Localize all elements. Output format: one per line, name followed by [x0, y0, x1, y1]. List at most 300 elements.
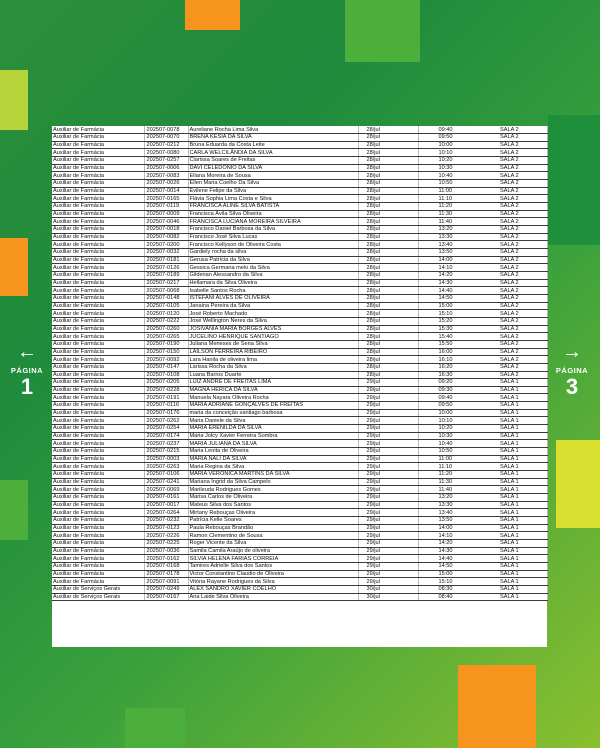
nome-cell: MARIA ADRIANE GONÇALVES DE FREITAS: [188, 402, 358, 410]
data-cell: 28/jul: [358, 287, 418, 295]
inscricao-cell: 202507-0232: [144, 516, 188, 524]
prev-page-button[interactable]: [7, 342, 47, 399]
inscricao-cell: 202507-0178: [144, 570, 188, 578]
decor-square: [0, 238, 28, 296]
inscricao-cell: 202507-0014: [144, 187, 188, 195]
horario-cell: 13:40: [418, 509, 478, 517]
sala-cell: SALA 2: [478, 264, 547, 272]
cargo-cell: Auxiliar de Farmácia: [52, 432, 144, 440]
nome-cell: Hellamara da Silva Oliveira: [188, 279, 358, 287]
sala-cell: SALA 2: [478, 333, 547, 341]
next-page-button[interactable]: [552, 342, 592, 399]
horario-cell: 14:40: [418, 287, 478, 295]
cargo-cell: Auxiliar de Farmácia: [52, 524, 144, 532]
data-cell: 29/jul: [358, 486, 418, 494]
nome-cell: Juliana Meneses de Sena Silva: [188, 340, 358, 348]
cargo-cell: Auxiliar de Farmácia: [52, 494, 144, 502]
decor-square: [345, 0, 420, 62]
nome-cell: Manuela Nayara Oliveira Rocha: [188, 394, 358, 402]
horario-cell: 16:00: [418, 348, 478, 356]
data-cell: 28/jul: [358, 233, 418, 241]
nome-cell: MARIA VERÔNICA MARTINS DA SILVA: [188, 471, 358, 479]
nome-cell: Flávia Sophia Lima Costa e Silva: [188, 195, 358, 203]
data-cell: 28/jul: [358, 157, 418, 165]
cargo-cell: Auxiliar de Farmácia: [52, 233, 144, 241]
cargo-cell: Auxiliar de Farmácia: [52, 578, 144, 586]
horario-cell: 10:10: [418, 417, 478, 425]
sala-cell: SALA 1: [478, 425, 547, 433]
table-row: [52, 264, 547, 272]
nome-cell: ALEX SANDRO XAVIER COELHO: [188, 585, 358, 593]
horario-cell: 11:20: [418, 471, 478, 479]
data-cell: 28/jul: [358, 141, 418, 149]
cargo-cell: Auxiliar de Farmácia: [52, 325, 144, 333]
sala-cell: SALA 1: [478, 593, 547, 601]
data-cell: 28/jul: [358, 164, 418, 172]
nome-cell: Ramon Clementino de Sousa: [188, 532, 358, 540]
sala-cell: SALA 1: [478, 402, 547, 410]
inscricao-cell: 202507-0046: [144, 218, 188, 226]
data-cell: 28/jul: [358, 371, 418, 379]
data-cell: 28/jul: [358, 310, 418, 318]
inscricao-cell: 202507-0254: [144, 425, 188, 433]
cargo-cell: Auxiliar de Farmácia: [52, 486, 144, 494]
cargo-cell: Auxiliar de Farmácia: [52, 402, 144, 410]
data-cell: 28/jul: [358, 210, 418, 218]
nome-cell: Clarissa Soares de Freitas: [188, 157, 358, 165]
table-row: [52, 509, 547, 517]
table-row: [52, 486, 547, 494]
sala-cell: SALA 1: [478, 509, 547, 517]
sala-cell: SALA 2: [478, 141, 547, 149]
table-row: [52, 501, 547, 509]
nome-cell: Vitória Rayane Rodrigues da Silva: [188, 578, 358, 586]
sala-cell: SALA 2: [478, 310, 547, 318]
horario-cell: 15:50: [418, 340, 478, 348]
table-row: [52, 294, 547, 302]
cargo-cell: Auxiliar de Farmácia: [52, 203, 144, 211]
data-cell: 28/jul: [358, 294, 418, 302]
data-cell: 28/jul: [358, 203, 418, 211]
cargo-cell: Auxiliar de Farmácia: [52, 371, 144, 379]
nome-cell: Luana Barros Duarte: [188, 371, 358, 379]
table-row: [52, 226, 547, 234]
data-cell: 29/jul: [358, 478, 418, 486]
cargo-cell: Auxiliar de Farmácia: [52, 478, 144, 486]
sala-cell: SALA 1: [478, 417, 547, 425]
table-row: [52, 317, 547, 325]
nome-cell: Aureliane Rocha Lima Silva: [188, 126, 358, 134]
data-cell: 29/jul: [358, 425, 418, 433]
sala-cell: SALA 2: [478, 180, 547, 188]
nome-cell: CARLA WELCILÂNDIA DA SILVA: [188, 149, 358, 157]
data-cell: 29/jul: [358, 509, 418, 517]
nome-cell: FRANCISCA ALINE SILVA BATISTA: [188, 203, 358, 211]
sala-cell: SALA 1: [478, 448, 547, 456]
horario-cell: 16:20: [418, 363, 478, 371]
nome-cell: Marisa Carlos de Oliveira: [188, 494, 358, 502]
nome-cell: Marileuda Rodrigues Gomes: [188, 486, 358, 494]
nome-cell: LAILSON FERREIRA RIBEIRO: [188, 348, 358, 356]
data-cell: 28/jul: [358, 356, 418, 364]
table-row: [52, 180, 547, 188]
sala-cell: SALA 2: [478, 356, 547, 364]
sala-cell: SALA 2: [478, 164, 547, 172]
cargo-cell: Auxiliar de Farmácia: [52, 149, 144, 157]
data-cell: 28/jul: [358, 256, 418, 264]
data-cell: 29/jul: [358, 379, 418, 387]
table-row: [52, 417, 547, 425]
nome-cell: MAGNA HERICA DA SILVA: [188, 386, 358, 394]
data-cell: 29/jul: [358, 516, 418, 524]
cargo-cell: Auxiliar de Farmácia: [52, 271, 144, 279]
horario-cell: 15:30: [418, 325, 478, 333]
cargo-cell: Auxiliar de Farmácia: [52, 302, 144, 310]
inscricao-cell: 202507-0189: [144, 271, 188, 279]
sala-cell: SALA 1: [478, 562, 547, 570]
inscricao-cell: 202507-0091: [144, 578, 188, 586]
table-row: [52, 409, 547, 417]
cargo-cell: Auxiliar de Farmácia: [52, 287, 144, 295]
decor-square: [185, 0, 240, 30]
cargo-cell: Auxiliar de Farmácia: [52, 157, 144, 165]
horario-cell: 09:30: [418, 386, 478, 394]
inscricao-cell: 202507-0070: [144, 134, 188, 142]
inscricao-cell: 202507-0205: [144, 379, 188, 387]
data-cell: 29/jul: [358, 417, 418, 425]
cargo-cell: Auxiliar de Serviços Gerais: [52, 585, 144, 593]
inscricao-cell: 202507-0190: [144, 340, 188, 348]
inscricao-cell: 202507-0265: [144, 333, 188, 341]
schedule-table: [52, 126, 548, 601]
inscricao-cell: 202507-0003: [144, 455, 188, 463]
table-row: [52, 516, 547, 524]
inscricao-cell: 202507-0168: [144, 562, 188, 570]
sala-cell: SALA 2: [478, 340, 547, 348]
cargo-cell: Auxiliar de Farmácia: [52, 394, 144, 402]
nome-cell: Francisco José Silva Lucas: [188, 233, 358, 241]
sala-cell: SALA 1: [478, 463, 547, 471]
table-row: [52, 448, 547, 456]
sala-cell: SALA 2: [478, 226, 547, 234]
data-cell: 28/jul: [358, 226, 418, 234]
data-cell: 29/jul: [358, 440, 418, 448]
data-cell: 28/jul: [358, 249, 418, 257]
inscricao-cell: 202507-0148: [144, 294, 188, 302]
inscricao-cell: 202507-0078: [144, 126, 188, 134]
nome-cell: Isabelle Santos Rocha: [188, 287, 358, 295]
nome-cell: Francisca Ávila Silva Oliveira: [188, 210, 358, 218]
cargo-cell: Auxiliar de Farmácia: [52, 463, 144, 471]
inscricao-cell: 202507-0108: [144, 371, 188, 379]
sala-cell: SALA 1: [478, 471, 547, 479]
next-page-label: PÁGINA: [555, 366, 589, 375]
inscricao-cell: 202507-0032: [144, 249, 188, 257]
nome-cell: JOSIVANIA MARIA BORGES ALVES: [188, 325, 358, 333]
cargo-cell: Auxiliar de Farmácia: [52, 471, 144, 479]
inscricao-cell: 202507-0260: [144, 325, 188, 333]
sala-cell: SALA 1: [478, 379, 547, 387]
data-cell: 28/jul: [358, 348, 418, 356]
inscricao-cell: 202507-0036: [144, 547, 188, 555]
nome-cell: Francisco Kellyson de Oliveira Costa: [188, 241, 358, 249]
sala-cell: SALA 1: [478, 516, 547, 524]
inscricao-cell: 202507-0241: [144, 478, 188, 486]
schedule-sheet: [52, 126, 547, 647]
table-row: [52, 386, 547, 394]
table-row: [52, 287, 547, 295]
horario-cell: 14:50: [418, 294, 478, 302]
horario-cell: 15:10: [418, 578, 478, 586]
data-cell: 28/jul: [358, 279, 418, 287]
sala-cell: SALA 1: [478, 585, 547, 593]
table-row: [52, 149, 547, 157]
horario-cell: 14:10: [418, 264, 478, 272]
inscricao-cell: 202507-0215: [144, 448, 188, 456]
sala-cell: SALA 2: [478, 302, 547, 310]
cargo-cell: Auxiliar de Farmácia: [52, 417, 144, 425]
table-row: [52, 578, 547, 586]
nome-cell: Maria Regina da Silva: [188, 463, 358, 471]
nome-cell: Gildenan Alessandro da Silva: [188, 271, 358, 279]
table-row: [52, 164, 547, 172]
table-row: [52, 593, 547, 601]
sala-cell: SALA 1: [478, 409, 547, 417]
data-cell: 28/jul: [358, 126, 418, 134]
data-cell: 28/jul: [358, 264, 418, 272]
data-cell: 28/jul: [358, 180, 418, 188]
prev-page-label: PÁGINA: [10, 366, 44, 375]
inscricao-cell: 202507-0228: [144, 386, 188, 394]
data-cell: 29/jul: [358, 570, 418, 578]
inscricao-cell: 202507-0226: [144, 532, 188, 540]
horario-cell: 11:30: [418, 210, 478, 218]
inscricao-cell: 202507-0165: [144, 195, 188, 203]
inscricao-cell: 202507-0174: [144, 432, 188, 440]
cargo-cell: Auxiliar de Farmácia: [52, 333, 144, 341]
sala-cell: SALA 2: [478, 172, 547, 180]
cargo-cell: Auxiliar de Farmácia: [52, 562, 144, 570]
table-row: [52, 532, 547, 540]
inscricao-cell: 202507-0150: [144, 348, 188, 356]
table-row: [52, 455, 547, 463]
table-row: [52, 279, 547, 287]
sala-cell: SALA 1: [478, 486, 547, 494]
nome-cell: Ellen Maria Coelho Da Silva: [188, 180, 358, 188]
cargo-cell: Auxiliar de Farmácia: [52, 340, 144, 348]
table-row: [52, 539, 547, 547]
horario-cell: 15:20: [418, 317, 478, 325]
decor-square: [458, 665, 536, 748]
data-cell: 29/jul: [358, 463, 418, 471]
nome-cell: JUCELINO HENRIQUE SANTIAGO: [188, 333, 358, 341]
nome-cell: Mirtany Rebouças Oliveira: [188, 509, 358, 517]
horario-cell: 16:10: [418, 356, 478, 364]
cargo-cell: Auxiliar de Farmácia: [52, 210, 144, 218]
data-cell: 29/jul: [358, 555, 418, 563]
inscricao-cell: 202507-0212: [144, 141, 188, 149]
table-row: [52, 555, 547, 563]
sala-cell: SALA 1: [478, 539, 547, 547]
sala-cell: SALA 1: [478, 524, 547, 532]
decor-square: [548, 115, 600, 245]
table-row: [52, 478, 547, 486]
inscricao-cell: 202507-0249: [144, 585, 188, 593]
horario-cell: 14:50: [418, 562, 478, 570]
sala-cell: SALA 2: [478, 271, 547, 279]
decor-square: [125, 708, 185, 748]
data-cell: 28/jul: [358, 149, 418, 157]
sala-cell: SALA 2: [478, 187, 547, 195]
sala-cell: SALA 1: [478, 455, 547, 463]
nome-cell: Maria Lenita de Oliveira: [188, 448, 358, 456]
inscricao-cell: 202507-0264: [144, 509, 188, 517]
nome-cell: José Roberto Machado: [188, 310, 358, 318]
data-cell: 28/jul: [358, 271, 418, 279]
sala-cell: SALA 2: [478, 287, 547, 295]
nome-cell: MARIA JULIANA DA SILVA: [188, 440, 358, 448]
cargo-cell: Auxiliar de Serviços Gerais: [52, 593, 144, 601]
inscricao-cell: 202507-0009: [144, 210, 188, 218]
data-cell: 29/jul: [358, 432, 418, 440]
data-cell: 28/jul: [358, 333, 418, 341]
table-row: [52, 402, 547, 410]
inscricao-cell: 202507-0162: [144, 555, 188, 563]
cargo-cell: Auxiliar de Farmácia: [52, 164, 144, 172]
horario-cell: 10:30: [418, 432, 478, 440]
cargo-cell: Auxiliar de Farmácia: [52, 249, 144, 257]
table-row: [52, 256, 547, 264]
nome-cell: Maria Jolcy Xavier Ferreira Sombra: [188, 432, 358, 440]
inscricao-cell: 202507-0026: [144, 180, 188, 188]
inscricao-cell: 202507-0082: [144, 233, 188, 241]
inscricao-cell: 202507-0018: [144, 226, 188, 234]
nome-cell: ISTEFANI ALVES DE OLIVEIRA: [188, 294, 358, 302]
horario-cell: 14:10: [418, 532, 478, 540]
table-row: [52, 440, 547, 448]
data-cell: 28/jul: [358, 187, 418, 195]
nome-cell: maria da conceição santiago barbosa: [188, 409, 358, 417]
cargo-cell: Auxiliar de Farmácia: [52, 379, 144, 387]
table-row: [52, 379, 547, 387]
cargo-cell: Auxiliar de Farmácia: [52, 256, 144, 264]
sala-cell: SALA 2: [478, 241, 547, 249]
nome-cell: Roger Vicente da Silva: [188, 539, 358, 547]
cargo-cell: Auxiliar de Farmácia: [52, 195, 144, 203]
sala-cell: SALA 2: [478, 363, 547, 371]
table-row: [52, 203, 547, 211]
cargo-cell: Auxiliar de Farmácia: [52, 440, 144, 448]
sala-cell: SALA 2: [478, 233, 547, 241]
horario-cell: 09:20: [418, 379, 478, 387]
cargo-cell: Auxiliar de Farmácia: [52, 294, 144, 302]
horario-cell: 08:40: [418, 593, 478, 601]
nome-cell: Mateus Silva dos Santos: [188, 501, 358, 509]
table-row: [52, 218, 547, 226]
horario-cell: 14:20: [418, 539, 478, 547]
horario-cell: 08:30: [418, 585, 478, 593]
table-row: [52, 340, 547, 348]
horario-cell: 15:00: [418, 302, 478, 310]
sala-cell: SALA 2: [478, 279, 547, 287]
horario-cell: 14:00: [418, 256, 478, 264]
table-row: [52, 363, 547, 371]
horario-cell: 15:00: [418, 570, 478, 578]
sala-cell: SALA 1: [478, 570, 547, 578]
table-row: [52, 494, 547, 502]
sala-cell: SALA 2: [478, 203, 547, 211]
nome-cell: Ana Laide Silva Oliveira: [188, 593, 358, 601]
data-cell: 28/jul: [358, 325, 418, 333]
data-cell: 28/jul: [358, 195, 418, 203]
horario-cell: 11:20: [418, 203, 478, 211]
data-cell: 28/jul: [358, 218, 418, 226]
sala-cell: SALA 2: [478, 134, 547, 142]
table-row: [52, 547, 547, 555]
horario-cell: 13:50: [418, 249, 478, 257]
arrow-right-icon: →: [562, 341, 582, 363]
data-cell: 30/jul: [358, 593, 418, 601]
table-row: [52, 356, 547, 364]
sala-cell: SALA 2: [478, 249, 547, 257]
table-row: [52, 524, 547, 532]
table-row: [52, 394, 547, 402]
nome-cell: Bruna Eduarda da Costa Leite: [188, 141, 358, 149]
sala-cell: SALA 1: [478, 478, 547, 486]
cargo-cell: Auxiliar de Farmácia: [52, 141, 144, 149]
horario-cell: 11:40: [418, 218, 478, 226]
decor-square: [0, 480, 28, 540]
inscricao-cell: 202507-0116: [144, 402, 188, 410]
inscricao-cell: 202507-0217: [144, 279, 188, 287]
sala-cell: SALA 1: [478, 555, 547, 563]
data-cell: 28/jul: [358, 302, 418, 310]
table-row: [52, 425, 547, 433]
cargo-cell: Auxiliar de Farmácia: [52, 180, 144, 188]
inscricao-cell: 202507-0092: [144, 356, 188, 364]
inscricao-cell: 202507-0017: [144, 501, 188, 509]
sala-cell: SALA 2: [478, 256, 547, 264]
nome-cell: MARIA NALI DA SILVA: [188, 455, 358, 463]
arrow-left-icon: ←: [17, 341, 37, 363]
next-page-number: 3: [565, 374, 579, 399]
horario-cell: 13:20: [418, 494, 478, 502]
cargo-cell: Auxiliar de Farmácia: [52, 226, 144, 234]
nome-cell: LUIZ ANDRÉ DE FREITAS LIMA: [188, 379, 358, 387]
sala-cell: SALA 1: [478, 578, 547, 586]
inscricao-cell: 202507-0225: [144, 539, 188, 547]
nome-cell: Evilene Felipe da Silva: [188, 187, 358, 195]
table-row: [52, 570, 547, 578]
data-cell: 29/jul: [358, 501, 418, 509]
inscricao-cell: 202507-0123: [144, 524, 188, 532]
cargo-cell: Auxiliar de Farmácia: [52, 241, 144, 249]
horario-cell: 14:30: [418, 279, 478, 287]
cargo-cell: Auxiliar de Farmácia: [52, 310, 144, 318]
data-cell: 28/jul: [358, 317, 418, 325]
cargo-cell: Auxiliar de Farmácia: [52, 455, 144, 463]
table-row: [52, 271, 547, 279]
table-row: [52, 134, 547, 142]
horario-cell: 11:00: [418, 187, 478, 195]
inscricao-cell: 202507-0080: [144, 149, 188, 157]
nome-cell: Samila Camila Araújo de oliveira: [188, 547, 358, 555]
data-cell: 28/jul: [358, 172, 418, 180]
cargo-cell: Auxiliar de Farmácia: [52, 356, 144, 364]
table-row: [52, 371, 547, 379]
data-cell: 28/jul: [358, 134, 418, 142]
sala-cell: SALA 1: [478, 440, 547, 448]
